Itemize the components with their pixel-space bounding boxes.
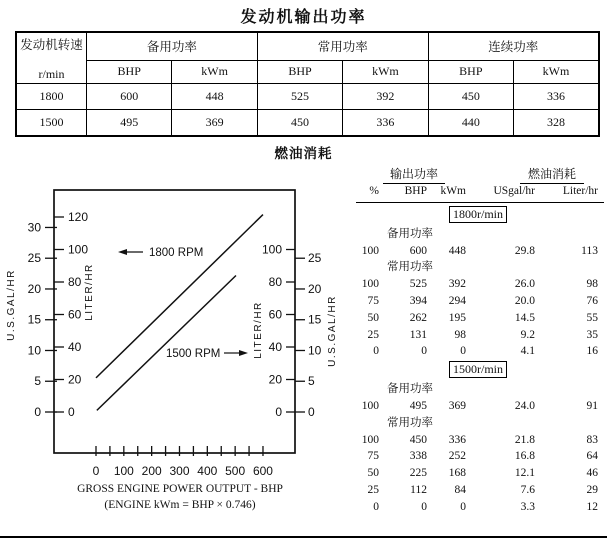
series-label-1800: 1800 RPM (149, 247, 204, 259)
power-cell: 450 (257, 109, 342, 136)
left-gal-tick-label: 20 (27, 281, 41, 296)
power-cell-rpm: 1800 (16, 83, 87, 109)
subcol-bhp: BHP (257, 60, 342, 83)
fuel-cell: 91 (586, 399, 598, 412)
fuel-group-label: 常用功率 (387, 416, 433, 429)
left-liter-tick-label: 100 (68, 242, 89, 257)
fuel-cell: 9.2 (520, 328, 535, 341)
right-liter-tick-label: 20 (268, 372, 282, 387)
rpm-box: 1800r/min (449, 206, 507, 223)
series-line-1500-rpm (97, 276, 236, 411)
fuel-cell: 7.6 (520, 483, 535, 496)
series-label-1500: 1500 RPM (166, 348, 221, 360)
fuel-cell: 131 (409, 328, 427, 341)
power-table-speed-header (16, 32, 87, 83)
subcol-bhp: BHP (87, 60, 172, 83)
fuel-cell: 50 (367, 467, 379, 480)
power-cell: 440 (428, 109, 513, 136)
fuel-cell: 12 (586, 500, 598, 513)
fuel-col-header: Liter/hr (562, 185, 598, 197)
fuel-cell: 113 (581, 244, 598, 257)
subcol-kwm: kWm (172, 60, 257, 83)
page-title: 发动机输出功率 (240, 9, 367, 26)
fuel-col-header: BHP (404, 185, 427, 197)
fuel-cell: 25 (367, 328, 379, 341)
fuel-cell: 100 (361, 399, 379, 412)
fuel-cell: 495 (409, 399, 427, 412)
fuel-cell: 12.1 (514, 467, 535, 480)
fuel-cell: 55 (586, 311, 598, 324)
fuel-row (356, 327, 606, 344)
fuel-cell: 100 (361, 433, 379, 446)
fuel-row (356, 293, 606, 310)
left-gal-tick-label: 10 (27, 343, 41, 358)
left-liter-tick-label: 20 (68, 372, 82, 387)
annotation-arrowhead-1800 (118, 249, 127, 255)
fuel-row (356, 243, 606, 260)
fuel-cell: 0 (460, 500, 466, 513)
fuel-cell: 84 (454, 483, 466, 496)
fuel-cell: 46 (586, 467, 598, 480)
x-tick-label: 600 (252, 464, 273, 478)
fuel-consumption-chart (0, 158, 360, 520)
fuel-cell: 252 (448, 450, 466, 463)
fuel-cell: 195 (448, 311, 466, 324)
fuel-cell: 16.8 (514, 450, 535, 463)
fuel-cell: 98 (454, 328, 466, 341)
left-liter-axis-title: LITER/HR (84, 263, 95, 321)
fuel-section-title: 燃油消耗 (274, 146, 333, 161)
fuel-cell: 25 (367, 483, 379, 496)
fuel-table-header-row (356, 166, 606, 183)
fuel-cell: 225 (409, 467, 427, 480)
rpm-box: 1500r/min (449, 361, 507, 378)
fuel-cell: 0 (373, 345, 379, 358)
annotation-arrowhead-1500 (239, 350, 248, 356)
power-cell: 448 (172, 83, 257, 109)
left-liter-tick-label: 60 (68, 307, 82, 322)
power-cell: 328 (514, 109, 599, 136)
fuel-cell: 600 (409, 244, 427, 257)
fuel-group-label: 备用功率 (387, 227, 433, 240)
fuel-cell: 525 (409, 278, 427, 291)
fuel-cell: 75 (367, 450, 379, 463)
x-tick-label: 400 (197, 464, 218, 478)
rpm-box-row (356, 360, 606, 381)
x-tick-label: 100 (113, 464, 134, 478)
fuel-group-label: 备用功率 (387, 383, 433, 396)
subcol-kwm: kWm (343, 60, 428, 83)
fuel-row (356, 398, 606, 415)
fuel-cell: 294 (448, 294, 466, 307)
fuel-consumption-table (356, 166, 606, 516)
fuel-cell: 3.3 (520, 500, 535, 513)
fuel-cell: 50 (367, 311, 379, 324)
fuel-cell: 369 (448, 399, 466, 412)
fuel-cell: 336 (448, 433, 466, 446)
power-cell: 525 (257, 83, 342, 109)
power-cell: 450 (428, 83, 513, 109)
fuel-row (356, 343, 606, 360)
right-gal-tick-label: 20 (308, 281, 322, 296)
power-cell: 495 (87, 109, 172, 136)
left-gal-tick-label: 25 (27, 251, 41, 266)
fuel-cell: 83 (586, 433, 598, 446)
fuel-cell: 98 (586, 278, 598, 291)
power-group-continuous: 连续功率 (428, 32, 599, 60)
fuel-consumption-header: 燃油消耗 (520, 166, 584, 184)
fuel-cell: 20.0 (514, 294, 535, 307)
left-gal-axis-title: U.S.GAL/HR (6, 269, 17, 341)
fuel-cell: 14.5 (514, 311, 535, 324)
subcol-kwm: kWm (514, 60, 599, 83)
right-liter-axis-title: LITER/HR (253, 301, 264, 359)
fuel-header-rule (356, 202, 604, 203)
x-tick-label: 0 (92, 464, 100, 478)
left-liter-tick-label: 80 (68, 275, 82, 289)
right-liter-tick-label: 80 (268, 275, 282, 289)
fuel-row (356, 276, 606, 293)
power-cell: 369 (172, 109, 257, 136)
fuel-cell: 450 (409, 433, 427, 446)
fuel-row (356, 448, 606, 465)
fuel-cell: 35 (586, 328, 598, 341)
fuel-cell: 338 (409, 450, 427, 463)
left-gal-tick-label: 5 (34, 374, 41, 389)
fuel-cell: 112 (410, 483, 427, 496)
fuel-row (356, 499, 606, 516)
fuel-cell: 29.8 (514, 244, 535, 257)
fuel-cell: 24.0 (514, 399, 535, 412)
right-liter-tick-label: 0 (275, 405, 282, 419)
subcol-bhp: BHP (428, 60, 513, 83)
power-cell: 336 (343, 109, 428, 136)
rpm-box-row (356, 205, 606, 226)
right-gal-tick-label: 15 (308, 312, 322, 327)
x-axis-title: GROSS ENGINE POWER OUTPUT - BHP (77, 483, 283, 495)
fuel-cell: 448 (448, 244, 466, 257)
left-liter-tick-label: 0 (68, 405, 75, 419)
speed-header-line2: r/min (38, 67, 65, 82)
fuel-cell: 168 (448, 467, 466, 480)
fuel-cell: 26.0 (514, 278, 535, 291)
fuel-cell: 0 (421, 500, 427, 513)
fuel-column-headers (356, 183, 606, 200)
right-liter-tick-label: 60 (268, 307, 282, 322)
output-power-header: 输出功率 (383, 166, 445, 184)
fuel-cell: 394 (409, 294, 427, 307)
fuel-cell: 100 (361, 244, 379, 257)
fuel-cell: 21.8 (514, 433, 535, 446)
power-table (15, 31, 600, 137)
power-cell: 392 (343, 83, 428, 109)
fuel-cell: 76 (586, 294, 598, 307)
power-cell: 336 (514, 83, 599, 109)
x-tick-label: 200 (141, 464, 162, 478)
fuel-cell: 0 (421, 345, 427, 358)
fuel-col-header: kWm (440, 185, 466, 197)
fuel-cell: 64 (586, 450, 598, 463)
fuel-cell: 100 (361, 278, 379, 291)
x-axis-subtitle: (ENGINE kWm = BHP × 0.746) (104, 499, 256, 511)
right-liter-tick-label: 40 (268, 340, 282, 354)
right-gal-tick-label: 10 (308, 343, 322, 358)
fuel-group-label: 常用功率 (387, 261, 433, 274)
fuel-cell: 29 (586, 483, 598, 496)
fuel-col-header: % (369, 185, 379, 197)
right-gal-tick-label: 0 (308, 405, 315, 419)
left-liter-tick-label: 120 (68, 210, 89, 224)
left-gal-tick-label: 15 (27, 312, 41, 327)
fuel-cell: 0 (460, 345, 466, 358)
fuel-cell: 4.1 (520, 345, 535, 358)
fuel-col-header: USgal/hr (493, 185, 535, 197)
power-cell-rpm: 1500 (16, 109, 87, 136)
page-bottom-rule (0, 536, 607, 538)
speed-header-line1: 发动机转速 (20, 38, 83, 53)
fuel-row (356, 432, 606, 449)
right-gal-tick-label: 25 (308, 251, 322, 266)
power-group-standby: 备用功率 (87, 32, 258, 60)
fuel-cell: 392 (448, 278, 466, 291)
fuel-cell: 75 (367, 294, 379, 307)
right-gal-axis-title: U.S.GAL/HR (327, 295, 338, 367)
x-tick-label: 300 (169, 464, 190, 478)
left-liter-tick-label: 40 (68, 340, 82, 354)
fuel-row (356, 310, 606, 327)
fuel-cell: 262 (409, 311, 427, 324)
power-group-prime: 常用功率 (257, 32, 428, 60)
x-tick-label: 500 (225, 464, 246, 478)
fuel-cell: 16 (586, 345, 598, 358)
right-liter-tick-label: 100 (261, 242, 282, 257)
power-cell: 600 (87, 83, 172, 109)
fuel-row (356, 482, 606, 499)
fuel-row (356, 465, 606, 482)
left-gal-tick-label: 0 (34, 405, 41, 419)
right-gal-tick-label: 5 (308, 374, 315, 389)
fuel-cell: 0 (373, 500, 379, 513)
left-gal-tick-label: 30 (27, 220, 41, 235)
